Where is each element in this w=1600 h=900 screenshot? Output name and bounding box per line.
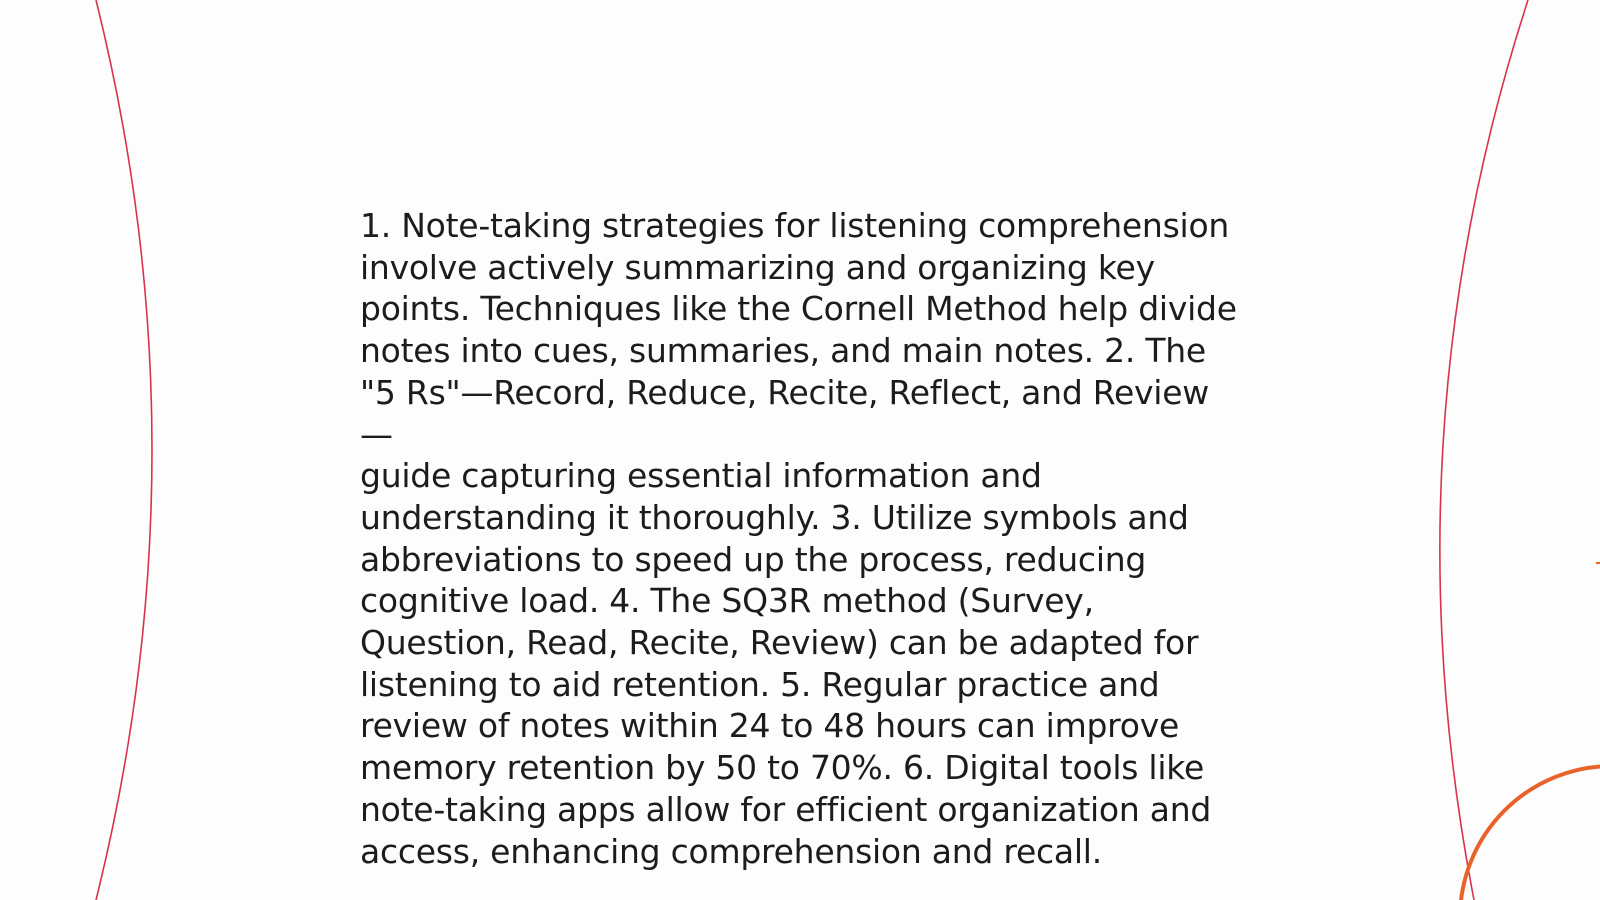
orange-arc [1460,766,1600,900]
body-text: 1. Note-taking strategies for listening comprehension involve actively summarizing and organizing key points. Techniques like the Cornell Method help divide notes into cues, summaries, and main notes. 2. The "5 Rs"—Record, Reduce, Recite, Reflect, and Review— guide capturing essential information and understanding it thoroughly. 3. Utilize symbols and abbreviations to speed up the process, reducing cognitive load. 4. The SQ3R method (Survey, Question, Read, Recite, Review) can be adapted for listening to aid retention. 5. Regular practice and review of notes within 24 to 48 hours can improve memory retention by 50 to 70%. 6. Digital tools like note-taking apps allow for efficient organization and access, enhancing comprehension and recall. [360,206,1237,871]
right-curve [1440,0,1528,900]
left-curve [96,0,152,900]
